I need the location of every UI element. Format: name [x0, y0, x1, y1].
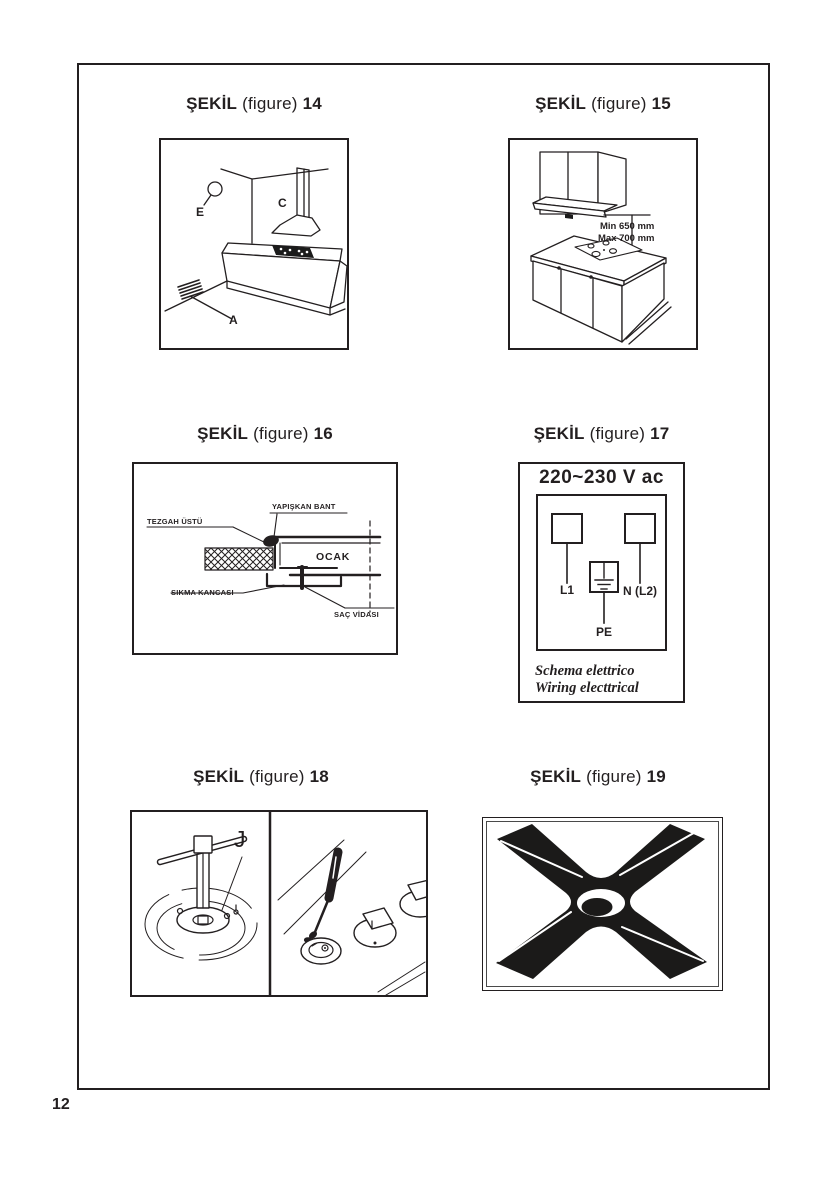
- point-e-marker: [204, 182, 222, 205]
- fig17-title-number: 17: [650, 424, 670, 443]
- fig17-caption-english: Wiring electtrical: [535, 680, 639, 696]
- wires: [567, 543, 640, 623]
- fig17-voltage-text: 220~230 V ac: [539, 467, 664, 488]
- fig14-box: [159, 138, 349, 350]
- fig16-title-figure: (figure): [253, 424, 309, 443]
- fig15-title-word: ŞEKİL: [535, 94, 587, 113]
- fig14-kitchen-drawing: [161, 140, 347, 348]
- fig18-box: [130, 810, 428, 997]
- fig15-dimension-max: Max 700 mm: [598, 233, 655, 244]
- fig19-title-figure: (figure): [586, 767, 642, 786]
- fig16-title-word: ŞEKİL: [197, 424, 249, 443]
- fig17-title-figure: (figure): [589, 424, 646, 443]
- fig17-title-word: ŞEKİL: [533, 424, 585, 443]
- fig19-inner-frame: [486, 821, 719, 987]
- fig19-box: [482, 817, 723, 991]
- fig16-label-clamp-hook: SIKMA KANCASI: [171, 588, 234, 597]
- fig16-label-adhesive-band: YAPIŞKAN BANT: [272, 502, 336, 511]
- fig16-label-sheet-screw: SAÇ VİDASI: [334, 610, 379, 619]
- fig15-title-figure: (figure): [591, 94, 647, 113]
- fig14-label-c: C: [278, 196, 287, 210]
- fig16-box: [132, 462, 398, 655]
- fig15-installation-drawing: [510, 140, 696, 348]
- fig14-label-a: A: [229, 313, 238, 327]
- countertop-hatched-section: [205, 548, 273, 570]
- fig17-box: [518, 462, 685, 703]
- fig18-title-figure: (figure): [249, 767, 305, 786]
- fig17-title: [518, 424, 685, 444]
- fig19-pan-support-drawing: [487, 822, 716, 981]
- fig17-label-n-l2: N (L2): [623, 584, 657, 598]
- fig17-label-l1: L1: [560, 583, 575, 597]
- fig18-title-number: 18: [309, 767, 329, 786]
- terminal-l1-square: [552, 514, 582, 543]
- fig15-title-number: 15: [651, 94, 671, 113]
- fig14-title-figure: (figure): [242, 94, 298, 113]
- fig18-burner-service-drawing: [132, 812, 426, 995]
- fig14-title-word: ŞEKİL: [186, 94, 238, 113]
- sheet-screw-shape: [298, 567, 307, 588]
- fig16-title: [132, 424, 398, 444]
- fig16-title-number: 16: [313, 424, 333, 443]
- fig14-title-number: 14: [302, 94, 322, 113]
- fig18-label-j: J: [234, 826, 246, 852]
- page-number: 12: [52, 1096, 70, 1113]
- fig19-title-number: 19: [646, 767, 666, 786]
- fig15-box: [508, 138, 698, 350]
- terminal-n-square: [625, 514, 655, 543]
- fig19-title-word: ŞEKİL: [530, 767, 582, 786]
- fig17-caption-italian: Schema elettrico: [535, 663, 635, 679]
- fig15-dimension-min: Min 650 mm: [600, 221, 655, 232]
- fig14-title: [159, 94, 349, 114]
- center-ring-inner: [582, 898, 613, 916]
- fig18-title-word: ŞEKİL: [193, 767, 245, 786]
- fig18-title: [130, 767, 392, 787]
- fig16-label-countertop: TEZGAH ÜSTÜ: [147, 517, 203, 526]
- fig14-label-e: E: [196, 205, 205, 219]
- fig17-label-pe: PE: [596, 625, 613, 639]
- fig16-label-hob: OCAK: [316, 551, 351, 563]
- left-panel-burner-with-wrench: [145, 836, 257, 960]
- earth-symbol: [595, 562, 613, 589]
- fig19-title: [482, 767, 714, 787]
- right-panel-screwdriver-and-knobs: [278, 840, 426, 995]
- fig15-title: [508, 94, 698, 114]
- fig16-mounting-section-drawing: [134, 464, 396, 653]
